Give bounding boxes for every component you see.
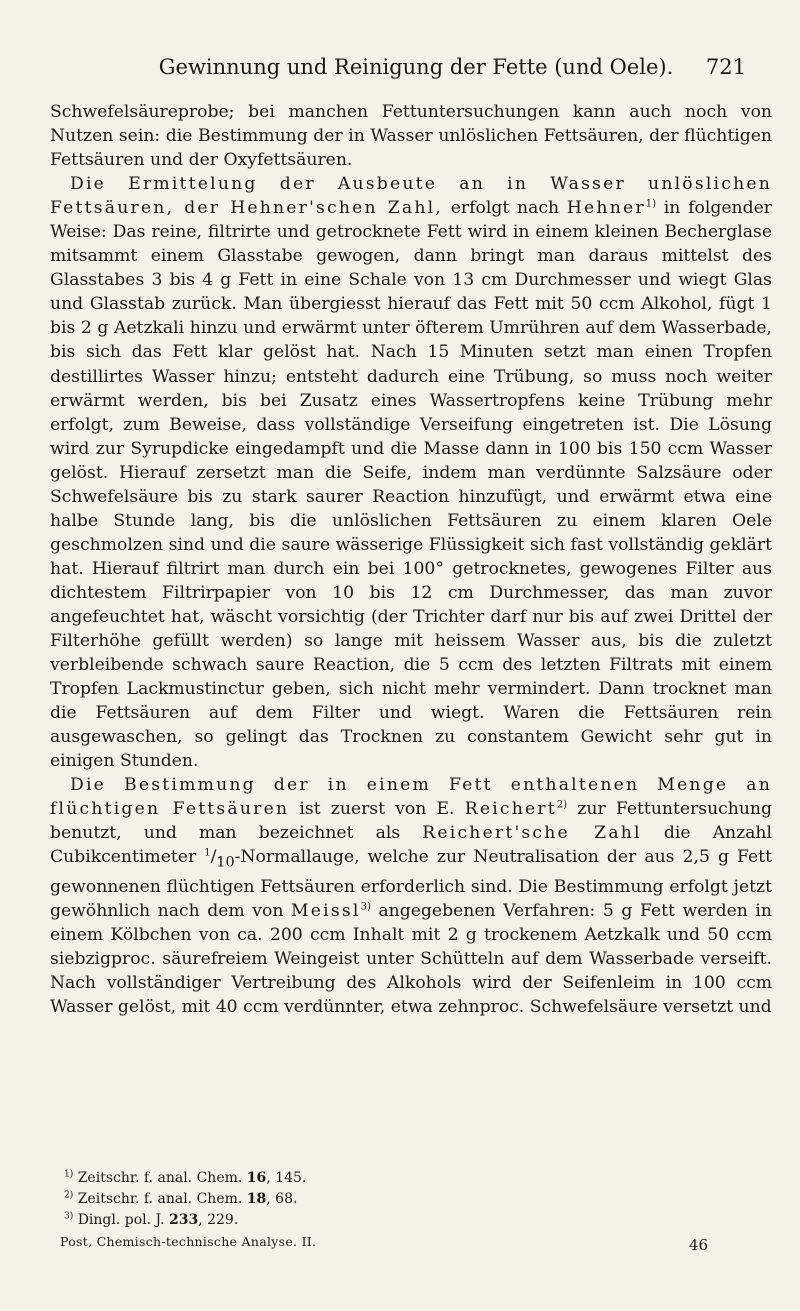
text-run: zur Fettuntersuchung benutzt, und man bezeichnet als (50, 799, 772, 844)
footnote-volume: 233 (168, 1212, 199, 1228)
footnote (60, 1189, 740, 1210)
paragraph-2 (50, 172, 772, 773)
text-run: die Anzahl Cubikcentimeter (50, 823, 772, 868)
footnote-ref: 2) (556, 799, 568, 811)
text-run: angegebenen Verfahren: 5 g Fett werden in einem Kölbchen von ca. 200 ccm Inhalt mit 2 g trockenem Aetzkalk und 50 ccm siebzigproc. säurefreiem Weingeist unter Schütteln auf dem Wasserbade verseift. Nach vollständiger Vertreibung des Alkohols wird der Seifenleim in 100 ccm Wasser gelöst, mit 40 ccm verdünnter, etwa zehnproc. Schwefelsäure versetzt und (50, 900, 773, 1018)
footnote (60, 1210, 740, 1231)
sheet-signature: 46 (688, 1236, 708, 1254)
header-title: Gewinnung und Reinigung der Fette (und Oele). (158, 55, 674, 79)
footnote-pages: , 145. (266, 1170, 307, 1186)
fraction-numerator: 1 (204, 847, 211, 859)
text-run: in folgender Weise: Das reine, filtrirte und getrocknete Fett wird in einem kleinen Becherglase mitsammt einem Glasstabe gewogen, dann bringt man daraus mittelst des Glasstabes 3 bis 4 g Fett in eine Schale von 13 cm Durchmesser und wiegt Glas und Glasstab zurück. Man übergiesst hierauf das Fett mit 50 ccm Alkohol, fügt 1 bis 2 g Aetzkali hinzu und erwärmt unter öfterem Umrühren auf dem Wasserbade, bis sich das Fett klar gelöst hat. Nach 15 Minuten setzt man einen Tropfen destillirtes Wasser hinzu; entsteht dadurch eine Trübung, so muss noch weiter erwärmt werden, bis bei Zusatz eines Wassertropfens keine Trübung mehr erfolgt, zum Beweise, dass vollständige Verseifung eingetreten ist. Die Lösung wird zur Syrupdicke eingedampft und die Masse dann in 100 bis 150 ccm Wasser gelöst. Hierauf zersetzt man die Seife, indem man verdünnte Salzsäure oder Schwefelsäure bis zu stark saurer Reaction hinzufügt, und erwärmt etwa eine halbe Stunde lang, bis die unlöslichen Fettsäuren zu einem klaren Oele geschmolzen sind und die saure wässerige Flüssigkeit sich fast vollständig geklärt hat. Hierauf filtrirt man durch ein bei 100° getrocknetes, gewogenes Filter aus dichtestem Filtrirpapier von 10 bis 12 cm Durchmesser, das man zuvor angefeuchtet hat, wäscht vorsichtig (der Trichter darf nur bis auf zwei Drittel der Filterhöhe gefüllt werden) so lange mit heissem Wasser aus, bis die zuletzt verbleibende schwach saure Reaction, die 5 ccm des letzten Filtrats mit einem Tropfen Lackmustinctur geben, sich nicht mehr vermindert. Dann trocknet man die Fettsäuren auf dem Filter und wiegt. Waren die Fettsäuren rein ausgewaschen, so gelingt das Trocknen zu constantem Gewicht sehr gut in einigen Stunden. (50, 198, 772, 772)
page-number: 721 (705, 55, 746, 79)
author-name: Reichert (464, 799, 557, 820)
book-citation: Post, Chemisch-technische Analyse. II. (60, 1234, 317, 1249)
footnote-ref: 3) (360, 901, 371, 913)
spaced-heading: Die Ermittelung der Ausbeute an in Wasser unlöslichen Fettsäuren, der Hehner'schen Zahl, (50, 174, 772, 219)
spaced-heading: Die Bestimmung der in einem Fett enthaltenen Menge an flüchtigen Fettsäuren (50, 775, 772, 820)
text-run: ist zuerst von E. (289, 799, 465, 820)
fraction-denominator: 10 (216, 854, 235, 871)
body-text (50, 100, 772, 1019)
page-footer (60, 1234, 740, 1256)
paragraph-3: Die Bestimmung der in einem Fett enthaltenen Menge an flüchtigen Fettsäuren ist zuerst von E. Reichert$^{2)}$ zur Fettuntersuchung benutzt, und man bezeichnet als Reichert'sche Zahl die Anzahl Cubikcentimeter $^1/_{10}$-Normallauge, welche zur Neutralisation der aus 2,5 g Fett gewonnenen flüchtigen Fettsäuren erforderlich sind. Die Bestimmung erfolgt jetzt gewöhnlich nach dem von Meissl$^{3)}$ angegebenen Verfahren: 5 g Fett werden in einem Kölbchen von ca. 200 ccm Inhalt mit 2 g trockenem Aetzkalk und 50 ccm siebzigproc. säurefreiem Weingeist unter Schütteln auf dem Wasserbade verseift. Nach vollständiger Vertreibung des Alkohols wird der Seifenleim in 100 ccm Wasser gelöst, mit 40 ccm verdünnter, etwa zehnproc. Schwefelsäure versetzt und (50, 775, 773, 1018)
footnote-pages: , 68. (266, 1191, 298, 1207)
footnote-pages: , 229. (198, 1212, 239, 1228)
footnotes (60, 1168, 740, 1231)
footnote-text: Zeitschr. f. anal. Chem. (77, 1191, 247, 1207)
footnote-mark: 1) (64, 1169, 74, 1180)
footnote-text: Dingl. pol. J. (77, 1212, 169, 1228)
footnote-volume: 16 (246, 1170, 267, 1186)
paragraph-1: Schwefelsäureprobe; bei manchen Fettuntersuchungen kann auch noch von Nutzen sein: die Bestimmung der in Wasser unlöslichen Fettsäuren, der flüchtigen Fettsäuren und der Oxyfettsäuren. (50, 102, 772, 171)
footnote-text: Zeitschr. f. anal. Chem. (77, 1170, 247, 1186)
text-run: erfolgt nach (442, 198, 567, 219)
footnote-mark: 3) (64, 1211, 74, 1222)
author-name: Hehner (566, 198, 646, 219)
running-header (86, 55, 746, 95)
defined-term: Reichert'sche Zahl (422, 823, 642, 844)
footnote-volume: 18 (246, 1191, 267, 1207)
footnote (60, 1168, 740, 1189)
footnote-ref: 1) (645, 198, 657, 210)
author-name: Meissl (290, 900, 361, 921)
text-run: -Normallauge, welche zur Neutralisation der aus 2,5 g Fett gewonnenen flüchtigen Fettsäuren erforderlich sind. Die Bestimmung erfolgt jetzt gewöhnlich nach dem von (50, 847, 772, 921)
footnote-mark: 2) (64, 1190, 74, 1201)
